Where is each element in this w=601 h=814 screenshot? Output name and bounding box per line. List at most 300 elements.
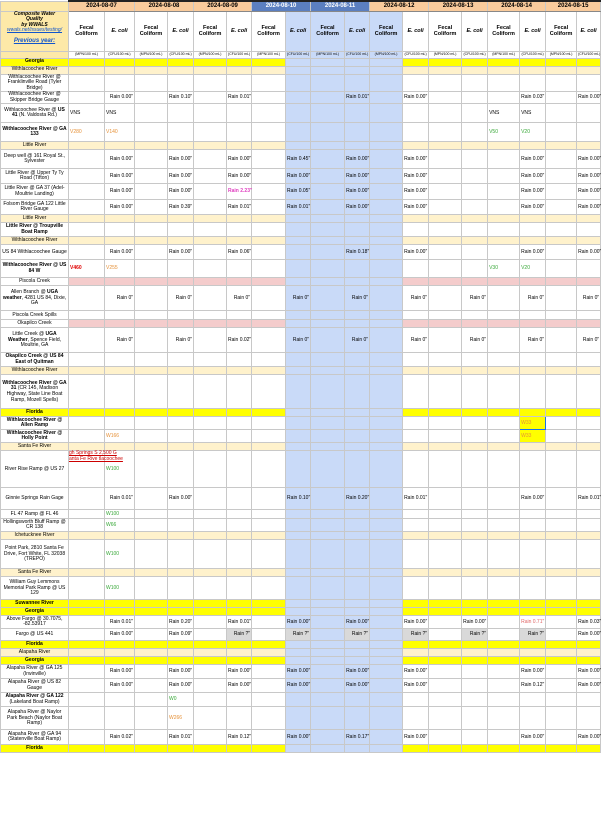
section-cell[interactable] — [403, 367, 429, 375]
measurement-cell[interactable]: Rain 0.00" — [577, 629, 601, 641]
empty-cell[interactable] — [345, 223, 370, 237]
section-cell[interactable] — [69, 745, 105, 753]
section-cell[interactable] — [462, 409, 488, 417]
empty-cell[interactable] — [546, 223, 577, 237]
measurement-cell[interactable]: Rain 0" — [462, 328, 488, 353]
section-cell[interactable] — [345, 745, 370, 753]
empty-cell[interactable] — [311, 730, 345, 745]
section-cell[interactable] — [370, 532, 403, 540]
measurement-cell[interactable]: Rain 0.00" — [403, 245, 429, 260]
empty-cell[interactable] — [135, 311, 168, 320]
section-cell[interactable] — [194, 443, 227, 451]
empty-cell[interactable] — [311, 629, 345, 641]
measurement-cell[interactable]: Rain 0.01" — [345, 92, 370, 104]
measurement-cell[interactable]: VNS — [69, 104, 105, 123]
empty-cell[interactable] — [520, 223, 546, 237]
empty-cell[interactable] — [370, 260, 403, 278]
measurement-cell[interactable]: Rain 0.00" — [286, 169, 311, 184]
empty-cell[interactable] — [403, 74, 429, 92]
empty-cell[interactable] — [520, 707, 546, 730]
section-cell[interactable] — [105, 532, 135, 540]
river-name[interactable]: Little River — [1, 142, 69, 150]
empty-cell[interactable] — [462, 679, 488, 693]
empty-cell[interactable] — [370, 629, 403, 641]
state-name[interactable]: Georgia — [1, 608, 69, 616]
empty-cell[interactable] — [546, 629, 577, 641]
section-cell[interactable] — [252, 657, 286, 665]
empty-cell[interactable] — [135, 707, 168, 730]
section-cell[interactable] — [252, 532, 286, 540]
measurement-cell[interactable]: Rain 0.12" — [520, 679, 546, 693]
river-name[interactable]: Okapilco Creek — [1, 320, 69, 328]
empty-cell[interactable] — [194, 92, 227, 104]
section-cell[interactable] — [286, 237, 311, 245]
empty-cell[interactable] — [252, 328, 286, 353]
empty-cell[interactable] — [69, 353, 105, 367]
section-cell[interactable] — [462, 320, 488, 328]
empty-cell[interactable] — [429, 123, 462, 142]
empty-cell[interactable] — [462, 184, 488, 200]
section-cell[interactable] — [227, 367, 252, 375]
empty-cell[interactable] — [546, 730, 577, 745]
empty-cell[interactable] — [488, 245, 520, 260]
empty-cell[interactable] — [429, 730, 462, 745]
section-cell[interactable] — [227, 142, 252, 150]
section-cell[interactable] — [345, 649, 370, 657]
empty-cell[interactable] — [168, 451, 194, 488]
empty-cell[interactable] — [462, 730, 488, 745]
empty-cell[interactable] — [462, 200, 488, 215]
empty-cell[interactable] — [488, 519, 520, 532]
section-cell[interactable] — [403, 278, 429, 286]
empty-cell[interactable] — [135, 286, 168, 311]
empty-cell[interactable] — [69, 629, 105, 641]
empty-cell[interactable] — [227, 693, 252, 707]
empty-cell[interactable] — [227, 430, 252, 443]
section-cell[interactable] — [105, 745, 135, 753]
empty-cell[interactable] — [194, 665, 227, 679]
empty-cell[interactable] — [577, 451, 601, 488]
empty-cell[interactable] — [520, 693, 546, 707]
measurement-cell[interactable]: Rain 0.39" — [168, 200, 194, 215]
empty-cell[interactable] — [286, 92, 311, 104]
section-cell[interactable] — [168, 58, 194, 66]
empty-cell[interactable] — [488, 328, 520, 353]
section-cell[interactable] — [488, 66, 520, 74]
empty-cell[interactable] — [429, 245, 462, 260]
section-cell[interactable] — [370, 443, 403, 451]
measurement-cell[interactable]: Rain 0.00" — [227, 679, 252, 693]
empty-cell[interactable] — [429, 286, 462, 311]
empty-cell[interactable] — [252, 245, 286, 260]
measurement-cell[interactable]: W100 — [105, 451, 135, 488]
river-name[interactable]: Withlacoochee River — [1, 66, 69, 74]
section-cell[interactable] — [429, 657, 462, 665]
section-cell[interactable] — [546, 367, 577, 375]
section-cell[interactable] — [429, 745, 462, 753]
measurement-cell[interactable]: Rain 0.00" — [577, 184, 601, 200]
empty-cell[interactable] — [370, 707, 403, 730]
date-2024-08-08[interactable]: 2024-08-08 — [135, 1, 194, 11]
empty-cell[interactable] — [194, 430, 227, 443]
section-cell[interactable] — [227, 409, 252, 417]
empty-cell[interactable] — [403, 223, 429, 237]
empty-cell[interactable] — [488, 150, 520, 169]
empty-cell[interactable] — [462, 375, 488, 409]
empty-cell[interactable] — [69, 577, 105, 600]
measurement-cell[interactable]: Rain 0.00" — [577, 245, 601, 260]
section-cell[interactable] — [403, 443, 429, 451]
empty-cell[interactable] — [252, 92, 286, 104]
empty-cell[interactable] — [69, 665, 105, 679]
measurement-cell[interactable]: Rain 0.00" — [520, 184, 546, 200]
empty-cell[interactable] — [429, 260, 462, 278]
section-cell[interactable] — [370, 409, 403, 417]
measurement-cell[interactable]: Rain 0.00" — [520, 245, 546, 260]
section-cell[interactable] — [286, 66, 311, 74]
measurement-cell[interactable]: Rain 0.01" — [227, 92, 252, 104]
empty-cell[interactable] — [227, 451, 252, 488]
section-cell[interactable] — [227, 657, 252, 665]
section-cell[interactable] — [286, 657, 311, 665]
empty-cell[interactable] — [546, 150, 577, 169]
date-2024-08-11[interactable]: 2024-08-11 — [311, 1, 370, 11]
section-cell[interactable] — [370, 66, 403, 74]
section-cell[interactable] — [135, 237, 168, 245]
state-name[interactable]: Florida — [1, 745, 69, 753]
empty-cell[interactable] — [252, 730, 286, 745]
section-cell[interactable] — [429, 569, 462, 577]
site-name[interactable] — [1, 616, 69, 629]
empty-cell[interactable] — [69, 616, 105, 629]
section-cell[interactable] — [252, 600, 286, 608]
section-cell[interactable] — [370, 58, 403, 66]
empty-cell[interactable] — [311, 488, 345, 510]
empty-cell[interactable] — [546, 169, 577, 184]
empty-cell[interactable] — [252, 150, 286, 169]
empty-cell[interactable] — [429, 519, 462, 532]
section-cell[interactable] — [311, 66, 345, 74]
measurement-cell[interactable]: Rain 0.00" — [105, 629, 135, 641]
empty-cell[interactable] — [546, 540, 577, 569]
empty-cell[interactable] — [488, 430, 520, 443]
section-cell[interactable] — [520, 66, 546, 74]
empty-cell[interactable] — [488, 679, 520, 693]
empty-cell[interactable] — [135, 665, 168, 679]
section-cell[interactable] — [577, 237, 601, 245]
section-cell[interactable] — [370, 745, 403, 753]
section-cell[interactable] — [403, 649, 429, 657]
measurement-cell[interactable]: Rain 0.20" — [345, 488, 370, 510]
empty-cell[interactable] — [135, 104, 168, 123]
site-name[interactable] — [1, 169, 69, 184]
section-cell[interactable] — [520, 367, 546, 375]
empty-cell[interactable] — [168, 519, 194, 532]
empty-cell[interactable] — [135, 74, 168, 92]
empty-cell[interactable] — [311, 150, 345, 169]
empty-cell[interactable] — [370, 311, 403, 320]
empty-cell[interactable] — [488, 707, 520, 730]
section-cell[interactable] — [546, 600, 577, 608]
empty-cell[interactable] — [135, 184, 168, 200]
empty-cell[interactable] — [227, 488, 252, 510]
river-name[interactable]: Santa Fe River — [1, 443, 69, 451]
section-cell[interactable] — [520, 320, 546, 328]
section-cell[interactable] — [252, 409, 286, 417]
measurement-cell[interactable]: Rain 0.00" — [403, 169, 429, 184]
section-cell[interactable] — [370, 608, 403, 616]
section-cell[interactable] — [345, 367, 370, 375]
empty-cell[interactable] — [252, 665, 286, 679]
date-2024-08-13[interactable]: 2024-08-13 — [429, 1, 488, 11]
empty-cell[interactable] — [429, 629, 462, 641]
empty-cell[interactable] — [370, 519, 403, 532]
section-cell[interactable] — [345, 600, 370, 608]
empty-cell[interactable] — [168, 260, 194, 278]
measurement-cell[interactable]: Rain ?" — [345, 629, 370, 641]
section-cell[interactable] — [311, 649, 345, 657]
section-cell[interactable] — [462, 215, 488, 223]
measurement-cell[interactable]: Rain 0.71" — [520, 616, 546, 629]
empty-cell[interactable] — [252, 184, 286, 200]
site-name[interactable] — [1, 123, 69, 142]
river-name[interactable]: Withlacoochee River — [1, 237, 69, 245]
section-cell[interactable] — [168, 657, 194, 665]
measurement-cell[interactable]: Rain 0.00" — [345, 616, 370, 629]
empty-cell[interactable] — [462, 488, 488, 510]
section-cell[interactable] — [520, 608, 546, 616]
empty-cell[interactable] — [546, 510, 577, 519]
empty-cell[interactable] — [546, 286, 577, 311]
empty-cell[interactable] — [488, 616, 520, 629]
section-cell[interactable] — [520, 569, 546, 577]
measurement-cell[interactable]: Rain 0.10" — [168, 92, 194, 104]
empty-cell[interactable] — [69, 223, 105, 237]
empty-cell[interactable] — [252, 375, 286, 409]
empty-cell[interactable] — [520, 510, 546, 519]
section-cell[interactable] — [488, 142, 520, 150]
section-cell[interactable] — [168, 443, 194, 451]
empty-cell[interactable] — [429, 577, 462, 600]
empty-cell[interactable] — [194, 417, 227, 430]
section-cell[interactable] — [69, 58, 105, 66]
section-cell[interactable] — [194, 278, 227, 286]
empty-cell[interactable] — [311, 286, 345, 311]
empty-cell[interactable] — [69, 200, 105, 215]
empty-cell[interactable] — [370, 104, 403, 123]
measurement-cell[interactable]: Rain 0.00" — [577, 150, 601, 169]
empty-cell[interactable] — [69, 679, 105, 693]
empty-cell[interactable] — [252, 451, 286, 488]
measurement-cell[interactable]: Rain 0" — [345, 328, 370, 353]
empty-cell[interactable] — [135, 488, 168, 510]
section-cell[interactable] — [105, 409, 135, 417]
section-cell[interactable] — [488, 58, 520, 66]
measurement-cell[interactable]: Rain 0" — [462, 286, 488, 311]
section-cell[interactable] — [252, 641, 286, 649]
empty-cell[interactable] — [577, 707, 601, 730]
site-name[interactable] — [1, 375, 69, 409]
site-name[interactable] — [1, 245, 69, 260]
empty-cell[interactable] — [488, 375, 520, 409]
measurement-cell[interactable]: Rain 0.01" — [403, 488, 429, 510]
site-name[interactable] — [1, 74, 69, 92]
section-cell[interactable] — [69, 142, 105, 150]
empty-cell[interactable] — [311, 245, 345, 260]
section-cell[interactable] — [403, 608, 429, 616]
section-cell[interactable] — [488, 657, 520, 665]
empty-cell[interactable] — [462, 693, 488, 707]
measurement-cell[interactable]: Rain 0.01" — [105, 616, 135, 629]
empty-cell[interactable] — [370, 730, 403, 745]
empty-cell[interactable] — [520, 577, 546, 600]
date-2024-08-10[interactable]: 2024-08-10 — [252, 1, 311, 11]
section-cell[interactable] — [488, 278, 520, 286]
section-cell[interactable] — [252, 320, 286, 328]
section-cell[interactable] — [135, 278, 168, 286]
empty-cell[interactable] — [311, 707, 345, 730]
section-cell[interactable] — [577, 641, 601, 649]
section-cell[interactable] — [194, 657, 227, 665]
empty-cell[interactable] — [403, 417, 429, 430]
empty-cell[interactable] — [311, 123, 345, 142]
empty-cell[interactable] — [69, 184, 105, 200]
section-cell[interactable] — [69, 237, 105, 245]
section-cell[interactable] — [135, 66, 168, 74]
empty-cell[interactable] — [345, 311, 370, 320]
measurement-cell[interactable]: Rain 0.00" — [286, 616, 311, 629]
section-cell[interactable] — [252, 649, 286, 657]
measurement-cell[interactable]: Rain 0.00" — [520, 150, 546, 169]
empty-cell[interactable] — [194, 223, 227, 237]
empty-cell[interactable] — [370, 328, 403, 353]
measurement-cell[interactable]: W33 — [520, 430, 546, 443]
section-cell[interactable] — [311, 409, 345, 417]
empty-cell[interactable] — [69, 169, 105, 184]
section-cell[interactable] — [105, 66, 135, 74]
section-cell[interactable] — [194, 215, 227, 223]
section-cell[interactable] — [370, 600, 403, 608]
empty-cell[interactable] — [546, 104, 577, 123]
empty-cell[interactable] — [286, 375, 311, 409]
empty-cell[interactable] — [403, 451, 429, 488]
empty-cell[interactable] — [252, 693, 286, 707]
measurement-cell[interactable]: Rain 2.23" — [227, 184, 252, 200]
site-name[interactable] — [1, 488, 69, 510]
section-cell[interactable] — [462, 58, 488, 66]
empty-cell[interactable] — [429, 679, 462, 693]
empty-cell[interactable] — [168, 417, 194, 430]
empty-cell[interactable] — [546, 260, 577, 278]
empty-cell[interactable] — [577, 260, 601, 278]
empty-cell[interactable] — [311, 375, 345, 409]
empty-cell[interactable] — [194, 616, 227, 629]
empty-cell[interactable] — [546, 353, 577, 367]
measurement-cell[interactable]: Rain 0.00" — [345, 184, 370, 200]
empty-cell[interactable] — [286, 353, 311, 367]
empty-cell[interactable] — [488, 417, 520, 430]
state-name[interactable]: Florida — [1, 641, 69, 649]
site-name[interactable] — [1, 679, 69, 693]
section-cell[interactable] — [311, 142, 345, 150]
empty-cell[interactable] — [311, 510, 345, 519]
empty-cell[interactable] — [69, 375, 105, 409]
empty-cell[interactable] — [429, 353, 462, 367]
empty-cell[interactable] — [403, 353, 429, 367]
empty-cell[interactable] — [69, 540, 105, 569]
measurement-cell[interactable]: W66 — [105, 519, 135, 532]
empty-cell[interactable] — [311, 693, 345, 707]
measurement-cell[interactable]: Rain 0" — [577, 328, 601, 353]
measurement-cell[interactable]: Rain 0.00" — [345, 679, 370, 693]
measurement-cell[interactable]: Rain 0.01" — [227, 616, 252, 629]
measurement-cell[interactable]: Rain 0" — [345, 286, 370, 311]
measurement-cell[interactable]: V255 — [105, 260, 135, 278]
empty-cell[interactable] — [488, 693, 520, 707]
section-cell[interactable] — [577, 600, 601, 608]
empty-cell[interactable] — [286, 707, 311, 730]
section-cell[interactable] — [135, 58, 168, 66]
empty-cell[interactable] — [345, 693, 370, 707]
section-cell[interactable] — [69, 66, 105, 74]
empty-cell[interactable] — [252, 123, 286, 142]
date-2024-08-14[interactable]: 2024-08-14 — [488, 1, 546, 11]
empty-cell[interactable] — [370, 616, 403, 629]
empty-cell[interactable] — [546, 451, 577, 488]
empty-cell[interactable] — [546, 577, 577, 600]
empty-cell[interactable] — [311, 92, 345, 104]
measurement-cell[interactable]: Rain 0.00" — [577, 169, 601, 184]
measurement-cell[interactable]: Rain 0.05" — [286, 184, 311, 200]
section-cell[interactable] — [69, 608, 105, 616]
measurement-cell[interactable]: V20 — [520, 260, 546, 278]
section-cell[interactable] — [227, 532, 252, 540]
empty-cell[interactable] — [546, 616, 577, 629]
site-name[interactable] — [1, 510, 69, 519]
measurement-cell[interactable]: Rain 0.00" — [520, 730, 546, 745]
section-cell[interactable] — [370, 320, 403, 328]
site-name[interactable] — [1, 707, 69, 730]
empty-cell[interactable] — [462, 519, 488, 532]
empty-cell[interactable] — [345, 123, 370, 142]
section-cell[interactable] — [252, 142, 286, 150]
empty-cell[interactable] — [194, 150, 227, 169]
section-cell[interactable] — [69, 641, 105, 649]
empty-cell[interactable] — [168, 510, 194, 519]
empty-cell[interactable] — [520, 353, 546, 367]
empty-cell[interactable] — [429, 92, 462, 104]
empty-cell[interactable] — [135, 375, 168, 409]
empty-cell[interactable] — [577, 693, 601, 707]
section-cell[interactable] — [194, 649, 227, 657]
empty-cell[interactable] — [462, 245, 488, 260]
section-cell[interactable] — [286, 745, 311, 753]
empty-cell[interactable] — [403, 577, 429, 600]
empty-cell[interactable] — [194, 74, 227, 92]
measurement-cell[interactable]: Rain 0.01" — [577, 488, 601, 510]
section-cell[interactable] — [520, 409, 546, 417]
empty-cell[interactable] — [462, 92, 488, 104]
empty-cell[interactable] — [311, 311, 345, 320]
empty-cell[interactable] — [546, 245, 577, 260]
empty-cell[interactable] — [194, 328, 227, 353]
section-cell[interactable] — [311, 58, 345, 66]
empty-cell[interactable] — [105, 693, 135, 707]
empty-cell[interactable] — [286, 260, 311, 278]
measurement-cell[interactable]: Rain ?" — [286, 629, 311, 641]
section-cell[interactable] — [462, 142, 488, 150]
section-cell[interactable] — [546, 569, 577, 577]
